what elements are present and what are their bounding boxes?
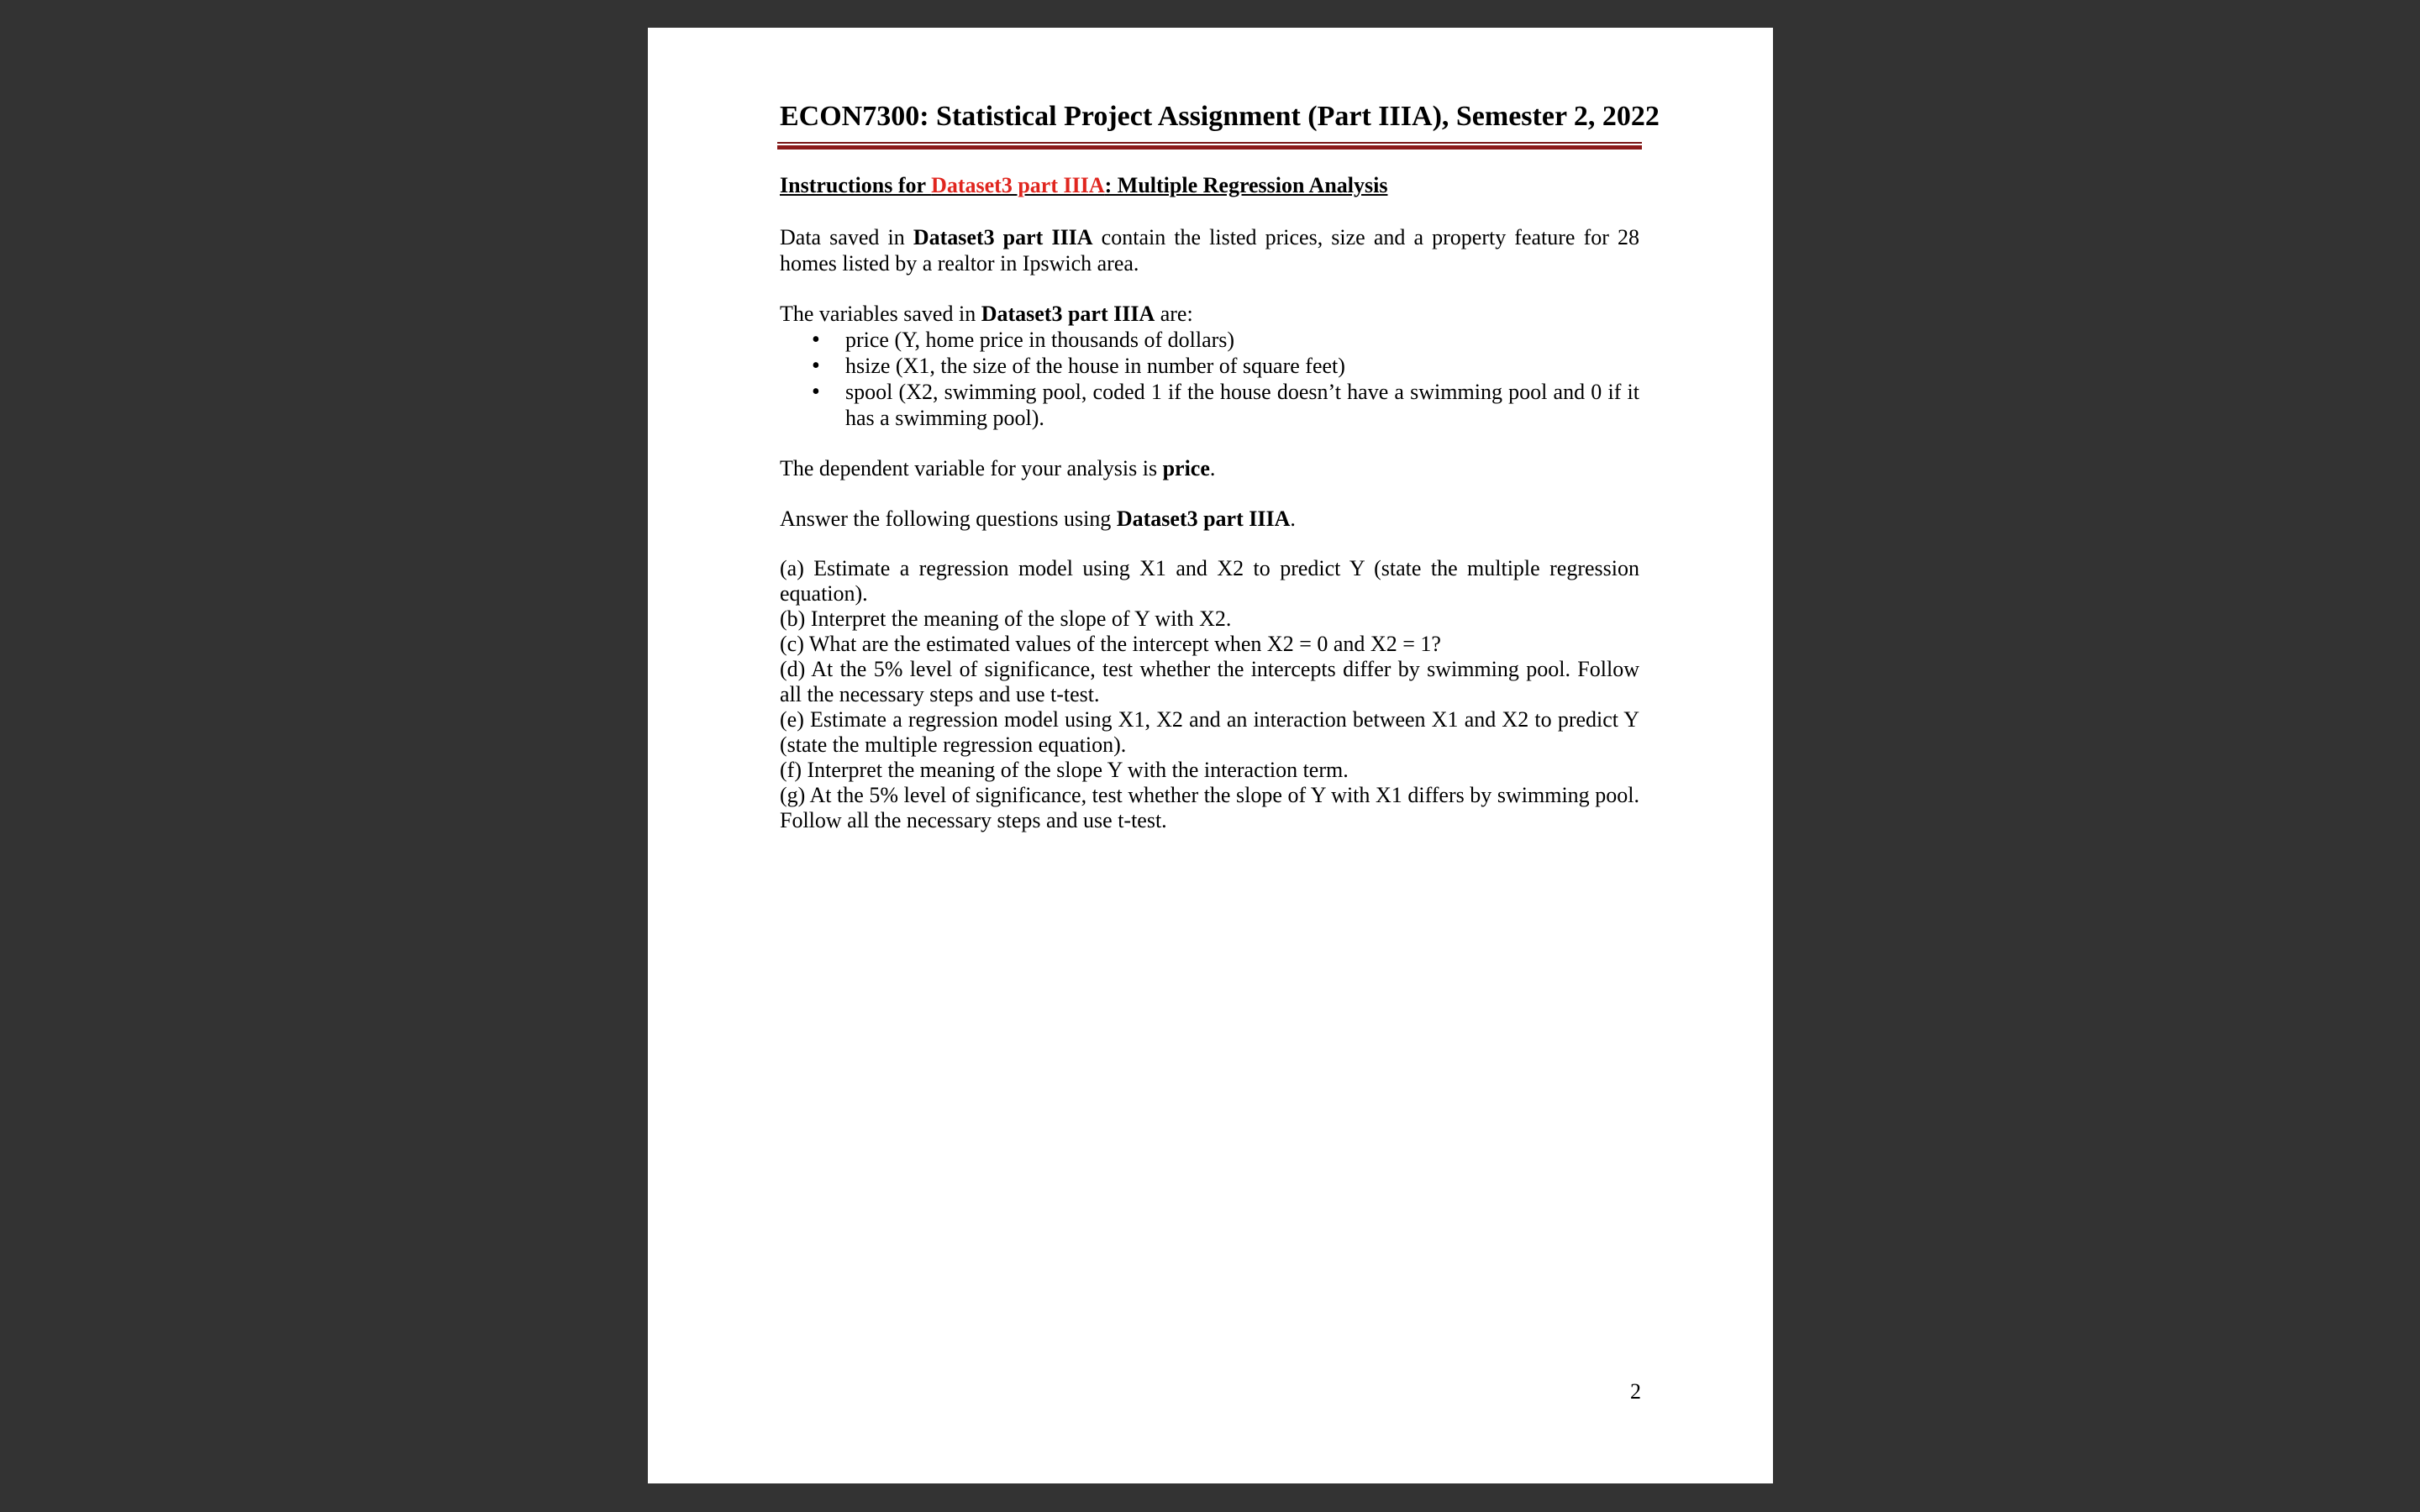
title-divider xyxy=(780,142,1639,150)
data-description-paragraph xyxy=(780,224,1639,276)
title-prefix: ECON7300: Statistical Project Assignment ( xyxy=(780,101,1318,132)
para3-text-a: The dependent variable for your analysis is xyxy=(780,456,1163,480)
question-item: (f) Interpret the meaning of the slope Y with the interaction term. xyxy=(780,758,1349,782)
question-item: (d) At the 5% level of significance, test whether the intercepts differ by swimming pool. Follow all the necessary steps and use t-test. xyxy=(780,657,1639,706)
section-heading xyxy=(780,172,1639,199)
divider-thick-line xyxy=(777,145,1642,150)
dataset-name-highlight: Dataset3 part IIIA xyxy=(931,173,1105,197)
variables-intro-paragraph xyxy=(780,301,1639,327)
para4-dataset: Dataset3 part IIIA xyxy=(1116,507,1291,531)
questions-list xyxy=(780,556,1639,833)
document-page xyxy=(648,28,1773,1483)
para3-text-b: . xyxy=(1209,456,1216,480)
title-part: Part IIIA xyxy=(1317,101,1433,132)
para4-text-b: . xyxy=(1290,507,1296,531)
question-item: (e) Estimate a regression model using X1, X2 and an interaction between X1 and X2 to predict Y (state the multiple regression equation). xyxy=(780,707,1639,757)
question-item: (a) Estimate a regression model using X1 and X2 to predict Y (state the multiple regression equation). xyxy=(780,556,1639,606)
para2-dataset: Dataset3 part IIIA xyxy=(981,302,1155,326)
para2-text-a: The variables saved in xyxy=(780,302,981,326)
list-item: • spool (X2, swimming pool, coded 1 if the house doesn’t have a swimming pool and 0 if it has a swimming pool). xyxy=(845,379,1639,431)
question-item: (c) What are the estimated values of the intercept when X2 = 0 and X2 = 1? xyxy=(780,632,1441,656)
title-suffix: ), Semester 2, 2022 xyxy=(1432,101,1660,132)
para4-text-a: Answer the following questions using xyxy=(780,507,1117,531)
page-number: 2 xyxy=(1630,1379,1641,1404)
page-content xyxy=(780,93,1660,833)
para1-dataset: Dataset3 part IIIA xyxy=(913,225,1093,249)
page-title xyxy=(780,93,1660,140)
list-item: • price (Y, home price in thousands of dollars) xyxy=(845,327,1639,353)
dependent-variable-name: price xyxy=(1162,456,1210,480)
question-item: (g) At the 5% level of significance, test whether the slope of Y with X1 differs by swimming pool. Follow all the necessary steps and use t-test. xyxy=(780,783,1639,832)
dependent-variable-paragraph xyxy=(780,455,1639,481)
heading-suffix: : Multiple Regression Analysis xyxy=(1104,173,1388,197)
heading-prefix: Instructions for xyxy=(780,173,932,197)
variables-list xyxy=(780,327,1639,431)
answer-instruction-paragraph xyxy=(780,506,1639,532)
para2-text-b: are: xyxy=(1155,302,1193,326)
question-item: (b) Interpret the meaning of the slope of Y with X2. xyxy=(780,606,1232,631)
para1-text-b: contain the listed prices, size and a property feature for 28 homes listed by a realtor in Ipswich area. xyxy=(780,225,1639,276)
list-item: • hsize (X1, the size of the house in number of square feet) xyxy=(845,353,1639,379)
para1-text-a: Data saved in xyxy=(780,225,913,249)
divider-thin-line xyxy=(777,142,1642,144)
